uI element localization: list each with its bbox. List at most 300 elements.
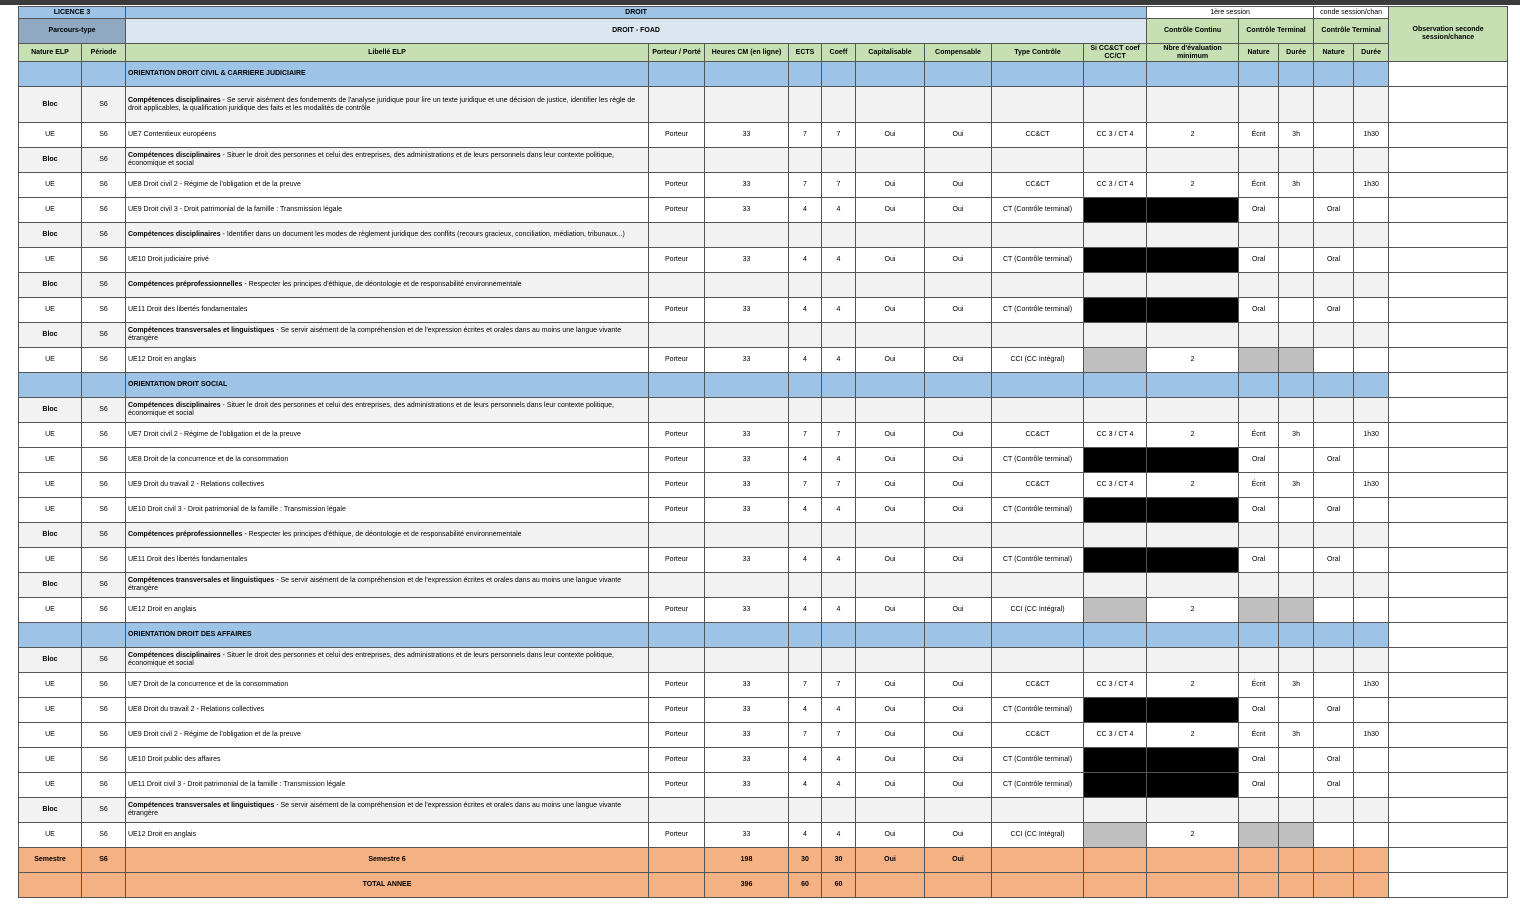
bloc-row	[19, 323, 1508, 348]
periode-cell: S6	[82, 698, 126, 723]
periode-cell: S6	[82, 723, 126, 748]
bloc-competence-type: Compétences disciplinaires	[128, 152, 221, 159]
coef-cc-ct-cell: CC 3 / CT 4	[1084, 723, 1147, 748]
semestre-blank	[1084, 848, 1147, 873]
heures-cell: 33	[705, 823, 789, 848]
nature-ct-cell: Écrit	[1239, 473, 1279, 498]
nbre-evaluation-cell: 2	[1147, 423, 1239, 448]
section-blank	[1279, 623, 1314, 648]
bloc-label	[126, 223, 649, 248]
semestre-blank	[649, 848, 705, 873]
bloc-blank	[789, 523, 822, 548]
ue-row	[19, 673, 1508, 698]
ue-label: UE10 Droit judiciaire privé	[126, 248, 649, 273]
bloc-competence-type: Compétences préprofessionnelles	[128, 531, 243, 538]
periode-cell: S6	[82, 148, 126, 173]
bloc-blank	[1279, 573, 1314, 598]
observation-cell	[1389, 62, 1508, 87]
nature-ct-cell	[1239, 823, 1279, 848]
section-blank	[992, 62, 1084, 87]
column-header: Coeff	[822, 44, 856, 62]
duree-ct2-cell	[1354, 448, 1389, 473]
capitalisable-cell: Oui	[856, 698, 925, 723]
porteur-cell: Porteur	[649, 498, 705, 523]
observation-cell	[1389, 148, 1508, 173]
nbre-evaluation-cell: 2	[1147, 598, 1239, 623]
nbre-evaluation-cell: 2	[1147, 823, 1239, 848]
session2-label: conde session/chan	[1314, 7, 1389, 19]
section-blank	[1314, 62, 1354, 87]
duree-ct-cell: 3h	[1279, 123, 1314, 148]
type-controle-cell: CT (Contrôle terminal)	[992, 548, 1084, 573]
nature-cell: UE	[19, 173, 82, 198]
nature-ct2-cell	[1314, 423, 1354, 448]
bloc-blank	[856, 223, 925, 248]
section-blank	[1354, 623, 1389, 648]
periode-cell: S6	[82, 273, 126, 298]
duree-ct-cell	[1279, 348, 1314, 373]
nature-cell: Bloc	[19, 223, 82, 248]
ue-row	[19, 498, 1508, 523]
duree-ct2-cell	[1354, 548, 1389, 573]
compensable-cell: Oui	[925, 473, 992, 498]
total-blank	[19, 873, 82, 898]
observation-cell	[1389, 823, 1508, 848]
total-blank	[1354, 873, 1389, 898]
column-header: Si CC&CT coef CC/CT	[1084, 44, 1147, 62]
nature-ct-cell: Oral	[1239, 748, 1279, 773]
coeff-cell: 4	[822, 198, 856, 223]
bloc-blank	[789, 223, 822, 248]
coeff-cell: 4	[822, 248, 856, 273]
coeff-cell: 7	[822, 123, 856, 148]
semestre-blank	[1147, 848, 1239, 873]
duree-ct2-cell	[1354, 298, 1389, 323]
bloc-blank	[856, 798, 925, 823]
duree-ct2-cell	[1354, 698, 1389, 723]
bloc-blank	[822, 398, 856, 423]
periode-cell: S6	[82, 198, 126, 223]
bloc-blank	[1084, 648, 1147, 673]
bloc-competence-type: Compétences disciplinaires	[128, 96, 221, 104]
nature-cell: Bloc	[19, 523, 82, 548]
nature-ct2-cell	[1314, 673, 1354, 698]
heures-cell: 33	[705, 198, 789, 223]
column-header: Type Contrôle	[992, 44, 1084, 62]
observation-cell	[1389, 448, 1508, 473]
type-controle-cell: CT (Contrôle terminal)	[992, 773, 1084, 798]
capitalisable-cell: Oui	[856, 348, 925, 373]
bloc-blank	[925, 523, 992, 548]
capitalisable-cell: Oui	[856, 473, 925, 498]
nature-cell: UE	[19, 548, 82, 573]
periode-cell: S6	[82, 423, 126, 448]
nbre-evaluation-cell: 2	[1147, 348, 1239, 373]
ue-label: UE11 Droit des libertés fondamentales	[126, 548, 649, 573]
heures-cell: 33	[705, 723, 789, 748]
coef-cc-ct-cell: CC 3 / CT 4	[1084, 123, 1147, 148]
nature-ct-cell: Oral	[1239, 498, 1279, 523]
bloc-blank	[1147, 798, 1239, 823]
bloc-blank	[1239, 87, 1279, 123]
section-blank	[822, 62, 856, 87]
bloc-blank	[1084, 148, 1147, 173]
duree-ct-cell	[1279, 198, 1314, 223]
bloc-blank	[705, 798, 789, 823]
controle-continu-header: Contrôle Continu	[1147, 19, 1239, 44]
capitalisable-cell: Oui	[856, 198, 925, 223]
nature-cell: Bloc	[19, 323, 82, 348]
duree-ct2-cell	[1354, 248, 1389, 273]
heures-cell: 33	[705, 498, 789, 523]
bloc-blank	[1354, 148, 1389, 173]
observation-cell	[1389, 673, 1508, 698]
nbre-evaluation-cell	[1147, 498, 1239, 523]
ue-row	[19, 698, 1508, 723]
bloc-blank	[1279, 398, 1314, 423]
observation-cell	[1389, 648, 1508, 673]
bloc-label	[126, 798, 649, 823]
bloc-blank	[705, 323, 789, 348]
bloc-competence-type: Compétences préprofessionnelles	[128, 281, 243, 288]
capitalisable-cell: Oui	[856, 723, 925, 748]
duree-ct-cell	[1279, 248, 1314, 273]
coeff-cell: 4	[822, 498, 856, 523]
coef-cc-ct-cell	[1084, 823, 1147, 848]
compensable-cell: Oui	[925, 823, 992, 848]
capitalisable-cell: Oui	[856, 498, 925, 523]
bloc-blank	[789, 273, 822, 298]
capitalisable-cell: Oui	[856, 773, 925, 798]
bloc-blank	[649, 648, 705, 673]
duree-ct2-cell: 1h30	[1354, 423, 1389, 448]
section-blank	[1239, 623, 1279, 648]
nbre-evaluation-cell	[1147, 248, 1239, 273]
nbre-evaluation-cell	[1147, 448, 1239, 473]
duree-ct2-cell: 1h30	[1354, 123, 1389, 148]
bloc-blank	[925, 223, 992, 248]
observation-cell	[1389, 398, 1508, 423]
bloc-blank	[856, 87, 925, 123]
observation-cell	[1389, 198, 1508, 223]
bloc-blank	[789, 648, 822, 673]
parcours-value: DROIT - FOAD	[126, 19, 1147, 44]
observation-cell	[1389, 848, 1508, 873]
bloc-blank	[856, 323, 925, 348]
nature-cell: Bloc	[19, 648, 82, 673]
nature-ct-cell	[1239, 348, 1279, 373]
section-blank	[82, 623, 126, 648]
semestre-label: Semestre 6	[126, 848, 649, 873]
porteur-cell: Porteur	[649, 673, 705, 698]
bloc-blank	[992, 573, 1084, 598]
bloc-blank	[1239, 223, 1279, 248]
bloc-label	[126, 523, 649, 548]
type-controle-cell: CC&CT	[992, 123, 1084, 148]
bloc-label	[126, 573, 649, 598]
observation-cell	[1389, 698, 1508, 723]
section-blank	[705, 373, 789, 398]
ue-label: UE12 Droit en anglais	[126, 598, 649, 623]
bloc-blank	[649, 573, 705, 598]
nature-ct2-cell: Oral	[1314, 448, 1354, 473]
coeff-cell: 4	[822, 448, 856, 473]
compensable-cell: Oui	[925, 298, 992, 323]
periode-cell: S6	[82, 348, 126, 373]
heures-cell: 33	[705, 248, 789, 273]
ue-row	[19, 748, 1508, 773]
bloc-blank	[1239, 398, 1279, 423]
bloc-blank	[925, 573, 992, 598]
bloc-blank	[1279, 323, 1314, 348]
column-header: Nature ELP	[19, 44, 82, 62]
ue-label: UE7 Droit de la concurrence et de la consommation	[126, 673, 649, 698]
duree-ct2-cell	[1354, 498, 1389, 523]
compensable-cell: Oui	[925, 173, 992, 198]
total-blank	[1279, 873, 1314, 898]
observation-cell	[1389, 548, 1508, 573]
section-blank	[925, 62, 992, 87]
observation-cell	[1389, 498, 1508, 523]
section-blank	[649, 62, 705, 87]
ects-cell: 4	[789, 823, 822, 848]
ue-row	[19, 598, 1508, 623]
porteur-cell: Porteur	[649, 598, 705, 623]
nbre-evaluation-cell	[1147, 548, 1239, 573]
total-blank	[82, 873, 126, 898]
capitalisable-cell: Oui	[856, 448, 925, 473]
heures-cell: 33	[705, 748, 789, 773]
total-blank	[1084, 873, 1147, 898]
type-controle-cell: CT (Contrôle terminal)	[992, 298, 1084, 323]
bloc-blank	[1354, 87, 1389, 123]
nature-ct-cell: Écrit	[1239, 123, 1279, 148]
compensable-cell: Oui	[925, 348, 992, 373]
bloc-competence-type: Compétences disciplinaires	[128, 652, 221, 659]
section-blank	[1147, 62, 1239, 87]
nature-ct-cell: Oral	[1239, 548, 1279, 573]
nature-ct-cell: Oral	[1239, 248, 1279, 273]
compensable-cell: Oui	[925, 748, 992, 773]
observation-cell	[1389, 273, 1508, 298]
duree-ct2-cell	[1354, 348, 1389, 373]
bloc-description: - Se servir aisément de la compréhension et de l'expression écrites et orales dans au moins une langue vivante étrangère	[128, 577, 622, 592]
nbre-evaluation-cell	[1147, 773, 1239, 798]
bloc-blank	[992, 798, 1084, 823]
section-blank	[1279, 373, 1314, 398]
nbre-evaluation-cell: 2	[1147, 173, 1239, 198]
nature-cell: UE	[19, 248, 82, 273]
bloc-blank	[1147, 323, 1239, 348]
heures-cell: 33	[705, 448, 789, 473]
bloc-blank	[649, 148, 705, 173]
bloc-blank	[705, 398, 789, 423]
bloc-description: - Situer le droit des personnes et celui des entreprises, des administrations et de leurs personnels dans leur contexte politique, économique et social	[128, 652, 614, 667]
type-controle-cell: CC&CT	[992, 673, 1084, 698]
type-controle-cell: CCI (CC Intégral)	[992, 598, 1084, 623]
bloc-blank	[856, 523, 925, 548]
ue-label: UE11 Droit civil 3 - Droit patrimonial de la famille : Transmission légale	[126, 773, 649, 798]
heures-cell: 33	[705, 348, 789, 373]
column-header: Nature	[1239, 44, 1279, 62]
nature-cell: UE	[19, 298, 82, 323]
periode-cell: S6	[82, 773, 126, 798]
type-controle-cell: CT (Contrôle terminal)	[992, 198, 1084, 223]
bloc-blank	[822, 573, 856, 598]
semestre-cap: Oui	[856, 848, 925, 873]
bloc-blank	[1314, 648, 1354, 673]
bloc-blank	[705, 148, 789, 173]
heures-cell: 33	[705, 698, 789, 723]
bloc-row	[19, 573, 1508, 598]
bloc-row	[19, 273, 1508, 298]
bloc-description: - Respecter les principes d'éthique, de déontologie et de responsabilité environnementale	[242, 531, 522, 538]
section-blank	[1147, 373, 1239, 398]
total-label: TOTAL ANNEE	[126, 873, 649, 898]
periode-cell: S6	[82, 798, 126, 823]
ects-cell: 4	[789, 498, 822, 523]
section-blank	[19, 373, 82, 398]
bloc-description: - Se servir aisément de la compréhension et de l'expression écrites et orales dans au moins une langue vivante étrangère	[128, 327, 622, 342]
section-blank	[705, 62, 789, 87]
section-blank	[1147, 623, 1239, 648]
nature-ct2-cell	[1314, 173, 1354, 198]
bloc-row	[19, 648, 1508, 673]
bloc-blank	[1239, 148, 1279, 173]
nature-ct-cell: Écrit	[1239, 173, 1279, 198]
bloc-label	[126, 398, 649, 423]
capitalisable-cell: Oui	[856, 173, 925, 198]
porteur-cell: Porteur	[649, 423, 705, 448]
nature-ct-cell: Oral	[1239, 698, 1279, 723]
controle-terminal-header: Contrôle Terminal	[1239, 19, 1314, 44]
heures-cell: 33	[705, 298, 789, 323]
ue-label: UE7 Droit civil 2 - Régime de l'obligation et de la preuve	[126, 423, 649, 448]
bloc-label	[126, 323, 649, 348]
porteur-cell: Porteur	[649, 748, 705, 773]
coeff-cell: 4	[822, 748, 856, 773]
capitalisable-cell: Oui	[856, 748, 925, 773]
compensable-cell: Oui	[925, 598, 992, 623]
periode-cell: S6	[82, 223, 126, 248]
nature-cell: Bloc	[19, 398, 82, 423]
capitalisable-cell: Oui	[856, 598, 925, 623]
periode-cell: S6	[82, 748, 126, 773]
coef-cc-ct-cell: CC 3 / CT 4	[1084, 173, 1147, 198]
bloc-blank	[1147, 273, 1239, 298]
domain-label: DROIT	[126, 7, 1147, 19]
bloc-blank	[649, 798, 705, 823]
observation-cell	[1389, 773, 1508, 798]
ects-cell: 7	[789, 423, 822, 448]
ects-cell: 4	[789, 348, 822, 373]
bloc-blank	[705, 523, 789, 548]
bloc-blank	[1314, 148, 1354, 173]
observation-cell	[1389, 473, 1508, 498]
nature-cell: UE	[19, 823, 82, 848]
ue-label: UE9 Droit civil 2 - Régime de l'obligation et de la preuve	[126, 723, 649, 748]
compensable-cell: Oui	[925, 723, 992, 748]
section-blank	[1239, 373, 1279, 398]
porteur-cell: Porteur	[649, 298, 705, 323]
coeff-cell: 4	[822, 298, 856, 323]
bloc-blank	[1147, 87, 1239, 123]
section-blank	[1279, 62, 1314, 87]
bloc-blank	[856, 648, 925, 673]
total-blank	[1239, 873, 1279, 898]
section-blank	[925, 623, 992, 648]
coeff-cell: 4	[822, 548, 856, 573]
bloc-blank	[856, 148, 925, 173]
bloc-blank	[1084, 223, 1147, 248]
ue-label: UE9 Droit civil 3 - Droit patrimonial de la famille : Transmission légale	[126, 198, 649, 223]
column-header: Compensable	[925, 44, 992, 62]
nature-ct-cell	[1239, 598, 1279, 623]
bloc-blank	[1239, 323, 1279, 348]
bloc-description: - Se servir aisément de la compréhension et de l'expression écrites et orales dans au moins une langue vivante étrangère	[128, 802, 622, 817]
bloc-blank	[705, 223, 789, 248]
ects-cell: 7	[789, 723, 822, 748]
top-window-bar	[0, 0, 1520, 5]
modalites-table	[18, 6, 1508, 898]
nature-ct2-cell: Oral	[1314, 298, 1354, 323]
semestre-nature: Semestre	[19, 848, 82, 873]
observation-cell	[1389, 523, 1508, 548]
controle-terminal-2-header: Contrôle Terminal	[1314, 19, 1389, 44]
bloc-row	[19, 798, 1508, 823]
section-blank	[1239, 62, 1279, 87]
duree-ct2-cell	[1354, 198, 1389, 223]
nature-ct-cell: Écrit	[1239, 723, 1279, 748]
section-blank	[789, 623, 822, 648]
type-controle-cell: CC&CT	[992, 723, 1084, 748]
ue-label: UE11 Droit des libertés fondamentales	[126, 298, 649, 323]
periode-cell: S6	[82, 673, 126, 698]
bloc-blank	[1314, 398, 1354, 423]
total-blank	[925, 873, 992, 898]
porteur-cell: Porteur	[649, 473, 705, 498]
nature-cell: Bloc	[19, 798, 82, 823]
section-blank	[1314, 623, 1354, 648]
ue-row	[19, 548, 1508, 573]
bloc-blank	[1314, 523, 1354, 548]
semestre-row	[19, 848, 1508, 873]
coef-cc-ct-cell	[1084, 298, 1147, 323]
capitalisable-cell: Oui	[856, 823, 925, 848]
coeff-cell: 4	[822, 698, 856, 723]
bloc-blank	[822, 523, 856, 548]
observation-cell	[1389, 298, 1508, 323]
duree-ct-cell: 3h	[1279, 423, 1314, 448]
bloc-blank	[925, 273, 992, 298]
bloc-blank	[822, 148, 856, 173]
compensable-cell: Oui	[925, 673, 992, 698]
ue-label: UE12 Droit en anglais	[126, 348, 649, 373]
ects-cell: 4	[789, 298, 822, 323]
coef-cc-ct-cell	[1084, 248, 1147, 273]
ects-cell: 4	[789, 448, 822, 473]
observation-cell	[1389, 573, 1508, 598]
observation-cell	[1389, 173, 1508, 198]
nature-cell: Bloc	[19, 573, 82, 598]
bloc-blank	[1084, 273, 1147, 298]
bloc-blank	[789, 573, 822, 598]
duree-ct2-cell	[1354, 748, 1389, 773]
coeff-cell: 4	[822, 598, 856, 623]
column-header: Durée	[1279, 44, 1314, 62]
total-ects: 60	[789, 873, 822, 898]
observation-cell	[1389, 723, 1508, 748]
